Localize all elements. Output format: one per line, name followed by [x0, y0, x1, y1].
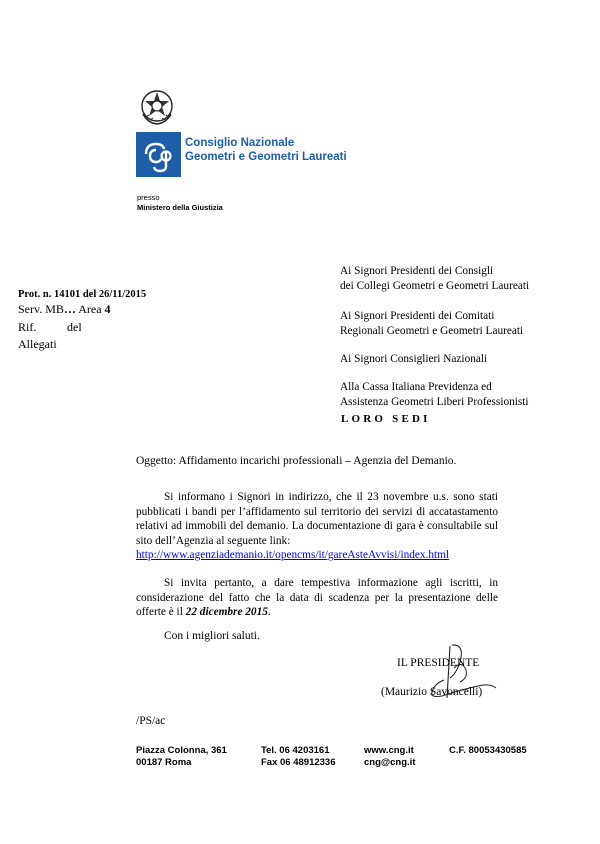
service-area-number: 4 [104, 302, 111, 316]
addressee-line: Assistenza Geometri Liberi Professionisti [340, 396, 529, 408]
subject-line: Oggetto: Affidamento incarichi professionali – Agenzia del Demanio. [136, 455, 457, 467]
addressee-line: Ai Signori Presidenti dei Consigli [340, 265, 494, 277]
cng-logo-icon [136, 132, 181, 177]
paragraph-text: Si informano i Signori in indirizzo, che il 23 novembre u.s. sono stati pubblicati i bandi per l’affidamento sul territorio dei servizi di accatastamento relativi ad immobili del demanio. La documentazione di gara è consultabile sul sito dell’Agenzia al seguente link: [136, 491, 498, 547]
deadline-date: 22 dicembre 2015 [185, 606, 268, 618]
agenzia-link[interactable]: http://www.agenziademanio.it/opencms/it/gareAsteAvvisi/index.html [136, 549, 450, 561]
body-paragraph-2 [136, 576, 498, 620]
initials: /PS/ac [136, 715, 166, 727]
reference-label: Rif. [18, 320, 37, 334]
reference-del-label: del [67, 320, 82, 334]
footer-email: cng@cng.it [364, 757, 416, 768]
addressee-line: dei Collegi Geometri e Geometri Laureati [340, 280, 530, 292]
body-paragraph-1 [136, 490, 498, 563]
addressee-line: Alla Cassa Italiana Previdenza ed [340, 381, 492, 393]
service-prefix: Serv. MB [18, 302, 64, 316]
footer-fax: Fax 06 48912336 [261, 757, 336, 768]
org-name [185, 136, 347, 164]
addressee-collegi [340, 264, 529, 294]
closing-greeting: Con i migliori saluti. [164, 630, 260, 642]
footer-phone: Tel. 06 4203161 [261, 745, 330, 756]
protocol-number: Prot. n. 14101 del 26/11/2015 [18, 289, 147, 300]
org-name-line1: Consiglio Nazionale [185, 137, 295, 149]
footer-address-line2: 00187 Roma [136, 757, 192, 768]
paragraph-text: Si invita pertanto, a dare tempestiva informazione agli iscritti, in considerazione del fatto che la data di scadenza per la presentazione delle offerte è il [136, 577, 498, 618]
paragraph-end: . [267, 606, 271, 618]
ministry-name: Ministero della Giustizia [137, 203, 223, 212]
footer-address-line1: Piazza Colonna, 361 [136, 745, 227, 756]
service-ellipsis: … [63, 302, 76, 316]
service-line [18, 302, 111, 317]
ministry-block [137, 193, 223, 213]
attachments-label: Allegati [18, 337, 57, 351]
presso-label: presso [137, 193, 160, 202]
italian-republic-emblem-icon [138, 86, 176, 126]
footer-website: www.cng.it [364, 745, 414, 756]
signatory-name: (Maurizio Savoncelli) [381, 686, 483, 698]
org-name-line2: Geometri e Geometri Laureati [185, 151, 347, 163]
addressee-line: Ai Signori Presidenti dei Comitati [340, 310, 495, 322]
signatory-title: IL PRESIDENTE [397, 657, 480, 669]
addressee-cassa [340, 380, 529, 410]
service-area-label: Area [75, 302, 105, 316]
footer-tax-code: C.F. 80053430585 [449, 745, 527, 756]
reference-line [18, 320, 98, 335]
addressee-comitati [340, 309, 523, 339]
addressee-line: Ai Signori Consiglieri Nazionali [340, 353, 488, 365]
loro-sedi: LORO SEDI [341, 413, 431, 425]
addressee-line: Regionali Geometri e Geometri Laureati [340, 325, 524, 337]
addressee-consiglieri [340, 352, 487, 367]
